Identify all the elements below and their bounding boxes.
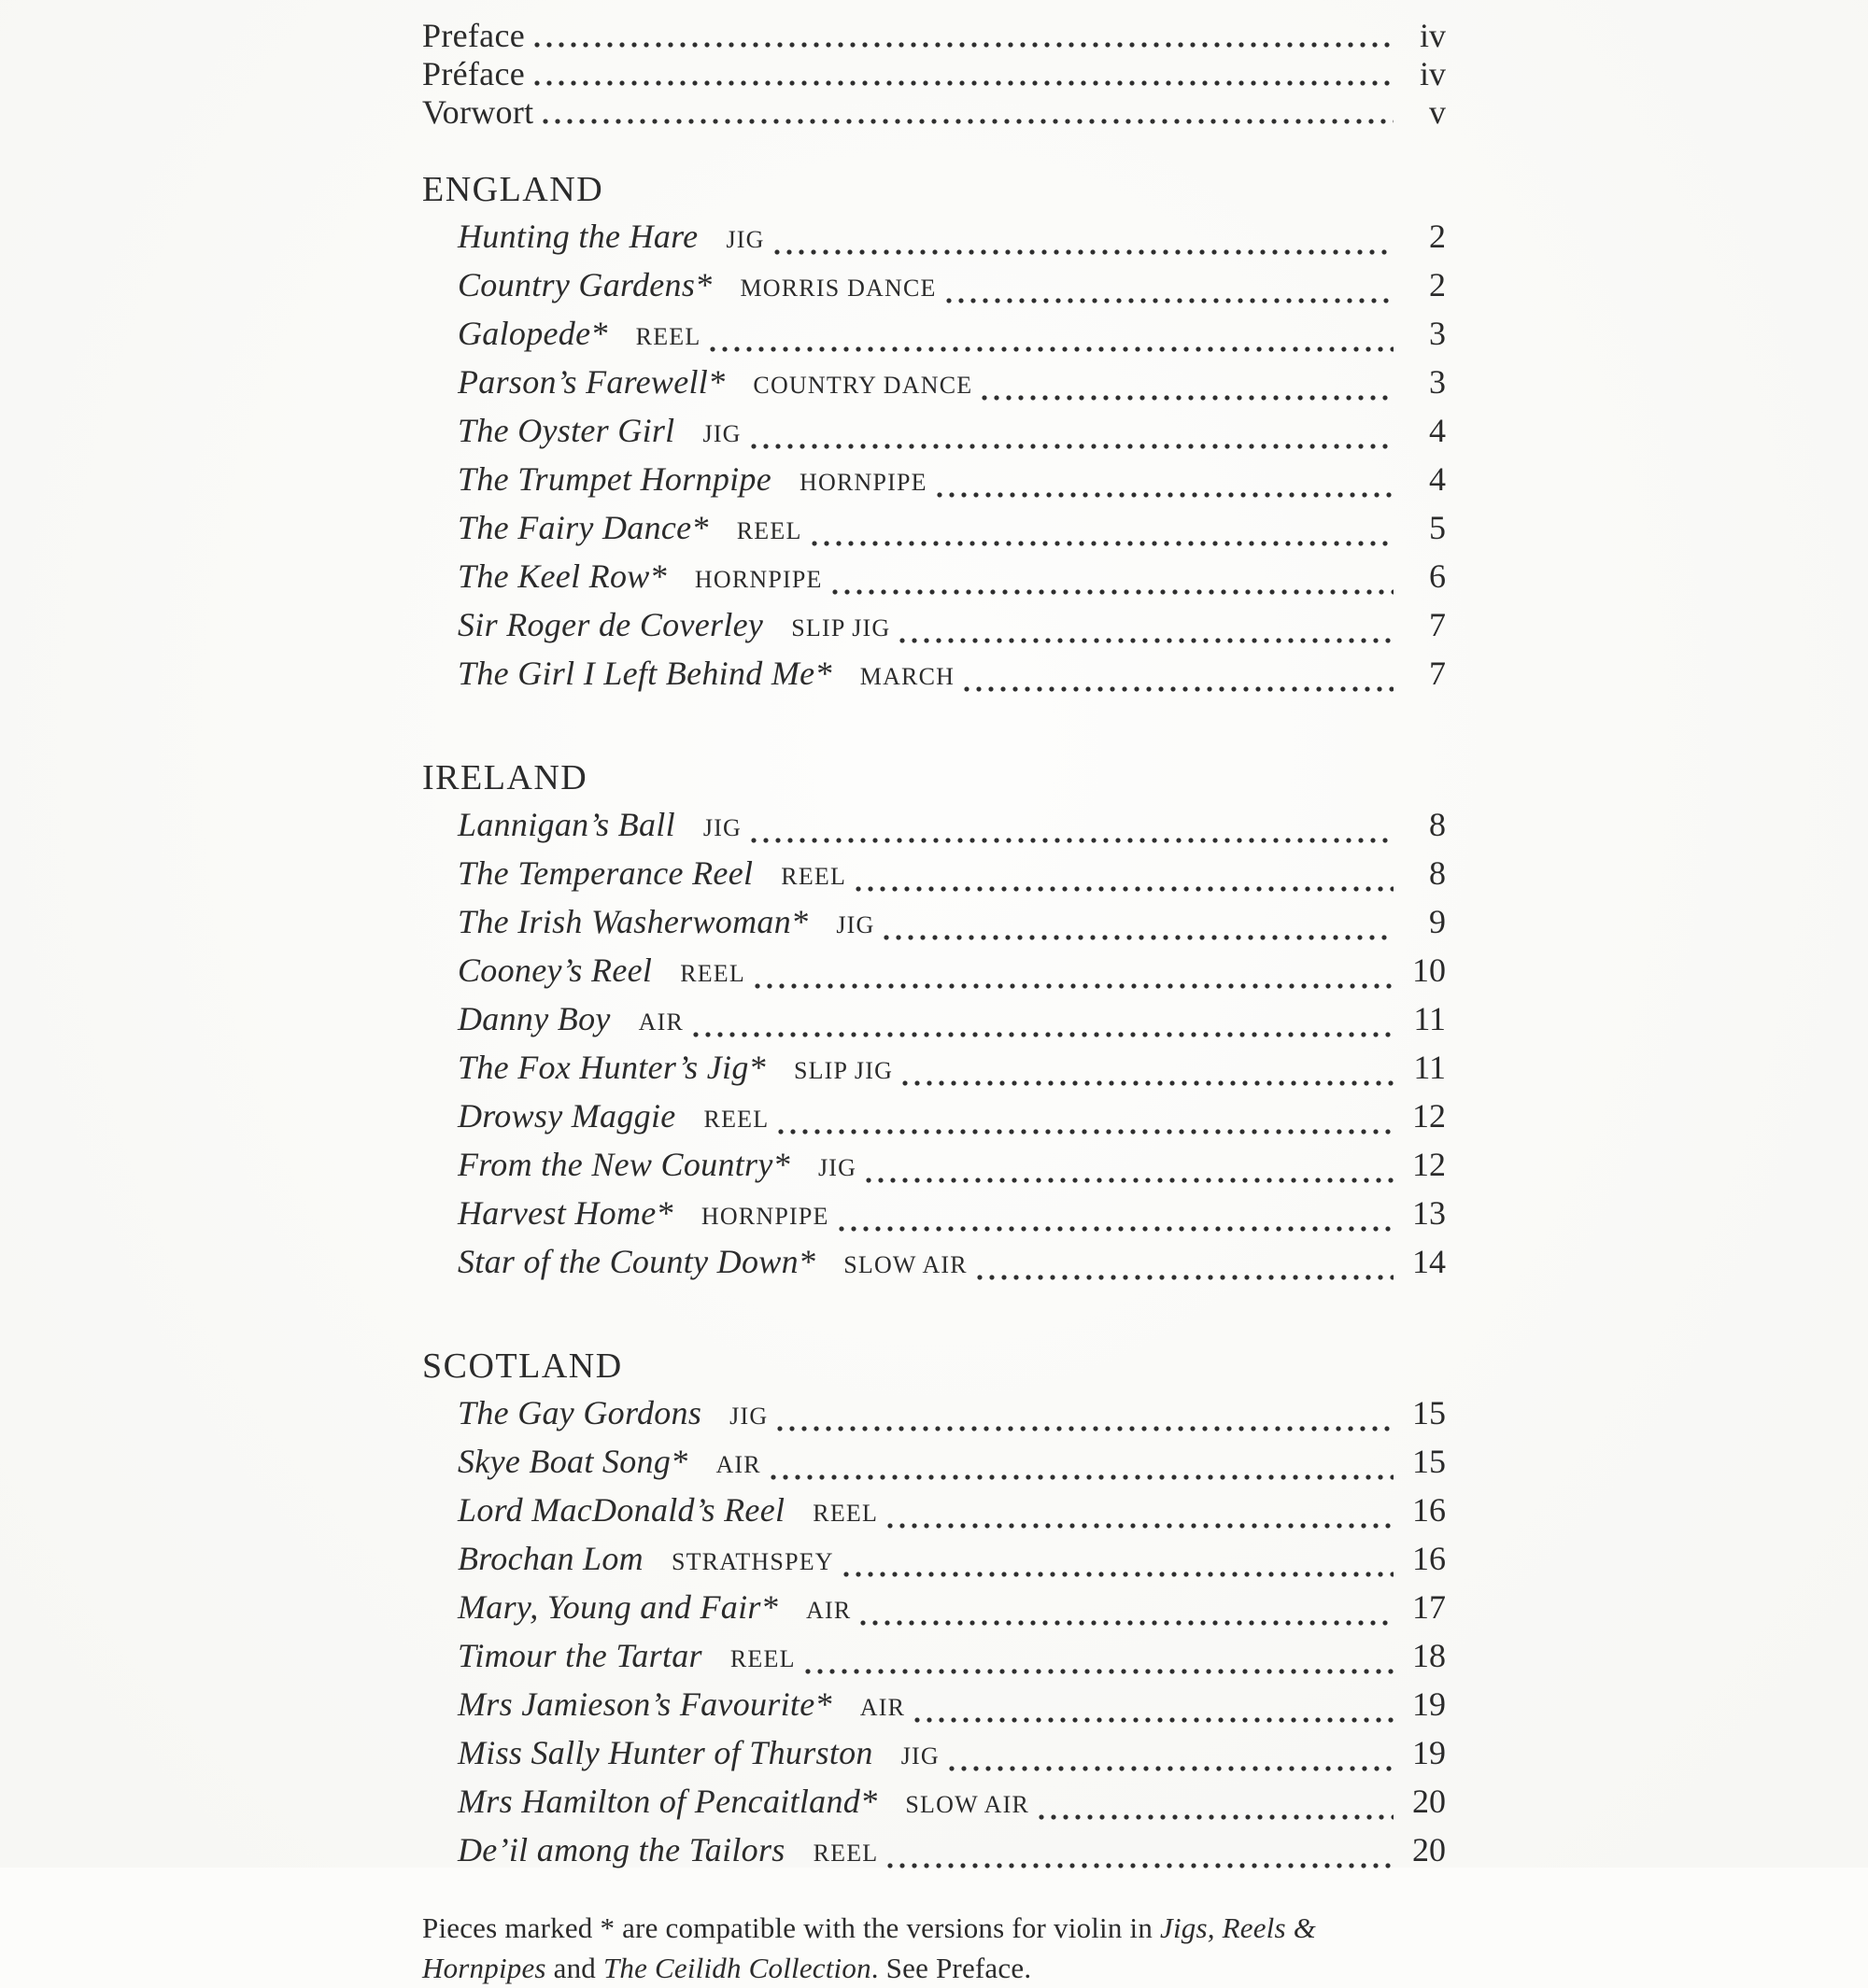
toc-entry-row — [422, 408, 1446, 457]
entry-genre: AIR — [806, 1597, 852, 1624]
toc-section — [422, 165, 1446, 699]
entry-genre: MORRIS DANCE — [740, 275, 937, 302]
entry-genre: AIR — [859, 1694, 906, 1721]
entry-page-number: 14 — [1412, 1243, 1446, 1280]
entry-genre: REEL — [680, 960, 745, 987]
entry-genre: COUNTRY DANCE — [753, 372, 973, 399]
toc-entry-row — [422, 1142, 1446, 1191]
dot-leader — [964, 686, 1394, 692]
toc-entry-row — [422, 311, 1446, 360]
entry-title: De’il among the Tailors — [458, 1831, 785, 1868]
footnote-italic-title: Jigs, Reels & Hornpipes — [422, 1911, 1317, 1984]
dot-leader — [751, 838, 1394, 843]
dot-leader — [543, 119, 1394, 124]
entry-title: Préface — [422, 55, 526, 92]
toc-section — [422, 754, 1446, 1288]
dot-leader — [860, 1620, 1394, 1626]
entry-genre: JIG — [702, 420, 742, 447]
footnote-italic-title: The Ceilidh Collection — [602, 1952, 871, 1984]
toc-entry-row — [422, 360, 1446, 408]
entry-title: Drowsy Maggie — [458, 1097, 676, 1135]
toc-entry-row — [422, 1827, 1446, 1876]
entry-page-number: 20 — [1412, 1783, 1446, 1820]
entry-title: Cooney’s Reel — [458, 952, 653, 989]
toc-entry-row — [422, 55, 1446, 93]
entry-title: Miss Sally Hunter of Thurston — [458, 1734, 873, 1771]
entry-genre: REEL — [813, 1840, 879, 1867]
entry-title: Danny Boy — [458, 1000, 611, 1037]
entry-page-number: 11 — [1413, 1000, 1446, 1037]
dot-leader — [534, 42, 1394, 48]
toc-entry-row — [422, 1390, 1446, 1439]
entry-title: Harvest Home* — [458, 1194, 673, 1232]
sections-list — [422, 165, 1446, 1876]
entry-genre: JIG — [726, 226, 765, 253]
footnote-text: and — [545, 1952, 603, 1984]
entry-genre: HORNPIPE — [694, 566, 823, 593]
dot-leader — [902, 1080, 1394, 1086]
dot-leader — [805, 1669, 1394, 1674]
entry-title: Galopede* — [458, 315, 608, 352]
entry-genre: REEL — [781, 863, 847, 890]
dot-leader — [777, 1426, 1394, 1431]
footnote-text: . See Preface. — [870, 1952, 1032, 1984]
dot-leader — [884, 935, 1394, 940]
dot-leader — [1039, 1814, 1394, 1820]
footnote — [422, 1908, 1436, 1988]
toc-entry-row — [422, 948, 1446, 996]
entry-page-number: 16 — [1412, 1540, 1446, 1577]
toc-entry-row — [422, 1730, 1446, 1779]
entry-genre: REEL — [635, 323, 701, 350]
entry-page-number: 15 — [1412, 1394, 1446, 1431]
entry-title: From the New Country* — [458, 1146, 790, 1183]
entry-page-number: iv — [1419, 17, 1446, 54]
entry-page-number: 2 — [1429, 266, 1446, 303]
dot-leader — [914, 1717, 1394, 1723]
toc-entry-row — [422, 851, 1446, 899]
entry-page-number: 2 — [1429, 218, 1446, 255]
toc-entry-row — [422, 1682, 1446, 1730]
entry-title: Preface — [422, 17, 526, 54]
footnote-text: Pieces marked * are compatible with the versions for violin in — [422, 1911, 1160, 1944]
toc-entry-row — [422, 1439, 1446, 1487]
entry-page-number: 12 — [1412, 1097, 1446, 1135]
entry-title: The Oyster Girl — [458, 412, 675, 449]
entry-genre: AIR — [715, 1451, 761, 1478]
entry-genre: JIG — [729, 1403, 769, 1430]
entry-genre: SLIP JIG — [793, 1057, 894, 1084]
entry-genre: STRATHSPEY — [671, 1548, 834, 1575]
entry-page-number: 4 — [1429, 412, 1446, 449]
entry-title: Mrs Hamilton of Pencaitland* — [458, 1783, 878, 1820]
entry-genre: JIG — [817, 1154, 857, 1181]
toc-entry-row — [422, 505, 1446, 554]
toc-entry-row — [422, 1093, 1446, 1142]
entry-page-number: 13 — [1412, 1194, 1446, 1232]
dot-leader — [856, 886, 1394, 892]
entry-page-number: 6 — [1429, 557, 1446, 595]
dot-leader — [946, 298, 1394, 303]
entry-genre: JIG — [702, 814, 743, 841]
toc-entry-row — [422, 262, 1446, 311]
dot-leader — [887, 1863, 1394, 1868]
entry-genre: REEL — [813, 1500, 879, 1527]
entry-genre: REEL — [729, 1645, 796, 1672]
entry-page-number: 3 — [1429, 315, 1446, 352]
front-matter-list — [422, 17, 1446, 132]
entry-page-number: 20 — [1412, 1831, 1446, 1868]
entry-page-number: 9 — [1429, 903, 1446, 940]
toc-entry-row — [422, 1191, 1446, 1239]
entry-title: Brochan Lom — [458, 1540, 644, 1577]
dot-leader — [866, 1177, 1394, 1183]
dot-leader — [982, 395, 1394, 401]
entry-title: Lannigan’s Ball — [458, 806, 675, 843]
toc-entry-row — [422, 899, 1446, 948]
entry-title: The Temperance Reel — [458, 854, 754, 892]
toc-entry-row — [422, 1779, 1446, 1827]
dot-leader — [887, 1523, 1394, 1529]
toc-entry-row — [422, 554, 1446, 602]
entry-genre: SLOW AIR — [905, 1791, 1030, 1818]
entry-title: The Fox Hunter’s Jig* — [458, 1049, 766, 1086]
dot-leader — [977, 1275, 1394, 1280]
toc-entry-row — [422, 651, 1446, 699]
entry-page-number: 16 — [1412, 1491, 1446, 1529]
entry-title: The Gay Gordons — [458, 1394, 702, 1431]
dot-leader — [832, 589, 1394, 595]
entry-page-number: 12 — [1412, 1146, 1446, 1183]
dot-leader — [693, 1032, 1394, 1037]
dot-leader — [843, 1572, 1394, 1577]
dot-leader — [771, 1474, 1394, 1480]
entry-title: Country Gardens* — [458, 266, 713, 303]
entry-page-number: 7 — [1429, 606, 1446, 643]
entry-genre: HORNPIPE — [700, 1203, 829, 1230]
toc-entry-row — [422, 802, 1446, 851]
entry-page-number: 15 — [1412, 1443, 1446, 1480]
entry-genre: REEL — [703, 1106, 770, 1133]
toc-entry-row — [422, 602, 1446, 651]
entry-title: The Keel Row* — [458, 557, 667, 595]
entry-genre: MARCH — [859, 663, 955, 690]
entry-title: Skye Boat Song* — [458, 1443, 688, 1480]
entry-title: Vorwort — [422, 93, 534, 131]
toc-entry-row — [422, 1536, 1446, 1585]
entry-title: Mrs Jamieson’s Favourite* — [458, 1685, 832, 1723]
section-entries — [422, 214, 1446, 699]
entry-page-number: 19 — [1412, 1685, 1446, 1723]
toc-entry-row — [422, 1585, 1446, 1633]
entry-title: Hunting the Hare — [458, 218, 699, 255]
entry-page-number: v — [1429, 93, 1446, 131]
section-heading: SCOTLAND — [422, 1346, 623, 1386]
dot-leader — [949, 1766, 1394, 1771]
toc-entry-row — [422, 1487, 1446, 1536]
entry-page-number: 7 — [1429, 655, 1446, 692]
entry-genre: JIG — [836, 911, 875, 938]
entry-title: Timour the Tartar — [458, 1637, 702, 1674]
dot-leader — [534, 80, 1394, 86]
entry-genre: SLOW AIR — [843, 1251, 968, 1278]
entry-page-number: 10 — [1412, 952, 1446, 989]
entry-genre: JIG — [900, 1742, 940, 1769]
dot-leader — [937, 492, 1394, 498]
entry-page-number: 19 — [1412, 1734, 1446, 1771]
entry-title: The Irish Washerwoman* — [458, 903, 809, 940]
section-entries — [422, 802, 1446, 1288]
entry-title: Sir Roger de Coverley — [458, 606, 764, 643]
toc-entry-row — [422, 214, 1446, 262]
dot-leader — [751, 444, 1394, 449]
entry-title: Lord MacDonald’s Reel — [458, 1491, 785, 1529]
dot-leader — [774, 249, 1394, 255]
section-heading: ENGLAND — [422, 170, 604, 209]
toc-entry-row — [422, 1045, 1446, 1093]
entry-title: The Trumpet Hornpipe — [458, 460, 772, 498]
dot-leader — [839, 1226, 1394, 1232]
dot-leader — [778, 1129, 1394, 1135]
entry-page-number: 3 — [1429, 363, 1446, 401]
entry-page-number: 18 — [1412, 1637, 1446, 1674]
entry-title: Parson’s Farewell* — [458, 363, 726, 401]
section-heading: IRELAND — [422, 758, 588, 797]
entry-genre: AIR — [638, 1008, 685, 1036]
toc-section — [422, 1342, 1446, 1876]
dot-leader — [755, 983, 1394, 989]
entry-genre: SLIP JIG — [791, 614, 891, 642]
entry-page-number: 8 — [1429, 806, 1446, 843]
toc-entry-row — [422, 1633, 1446, 1682]
entry-page-number: iv — [1419, 55, 1446, 92]
toc-entry-row — [422, 93, 1446, 132]
entry-title: The Girl I Left Behind Me* — [458, 655, 832, 692]
entry-page-number: 5 — [1429, 509, 1446, 546]
dot-leader — [812, 541, 1394, 546]
section-entries — [422, 1390, 1446, 1876]
entry-genre: HORNPIPE — [800, 469, 927, 496]
entry-title: Star of the County Down* — [458, 1243, 816, 1280]
toc-entry-row — [422, 457, 1446, 505]
entry-page-number: 4 — [1429, 460, 1446, 498]
entry-page-number: 11 — [1413, 1049, 1446, 1086]
dot-leader — [710, 346, 1394, 352]
entry-title: The Fairy Dance* — [458, 509, 709, 546]
entry-page-number: 17 — [1412, 1588, 1446, 1626]
entry-title: Mary, Young and Fair* — [458, 1588, 779, 1626]
entry-genre: REEL — [736, 517, 802, 544]
toc-entry-row — [422, 996, 1446, 1045]
toc-entry-row — [422, 17, 1446, 55]
dot-leader — [899, 638, 1394, 643]
entry-page-number: 8 — [1429, 854, 1446, 892]
toc-entry-row — [422, 1239, 1446, 1288]
